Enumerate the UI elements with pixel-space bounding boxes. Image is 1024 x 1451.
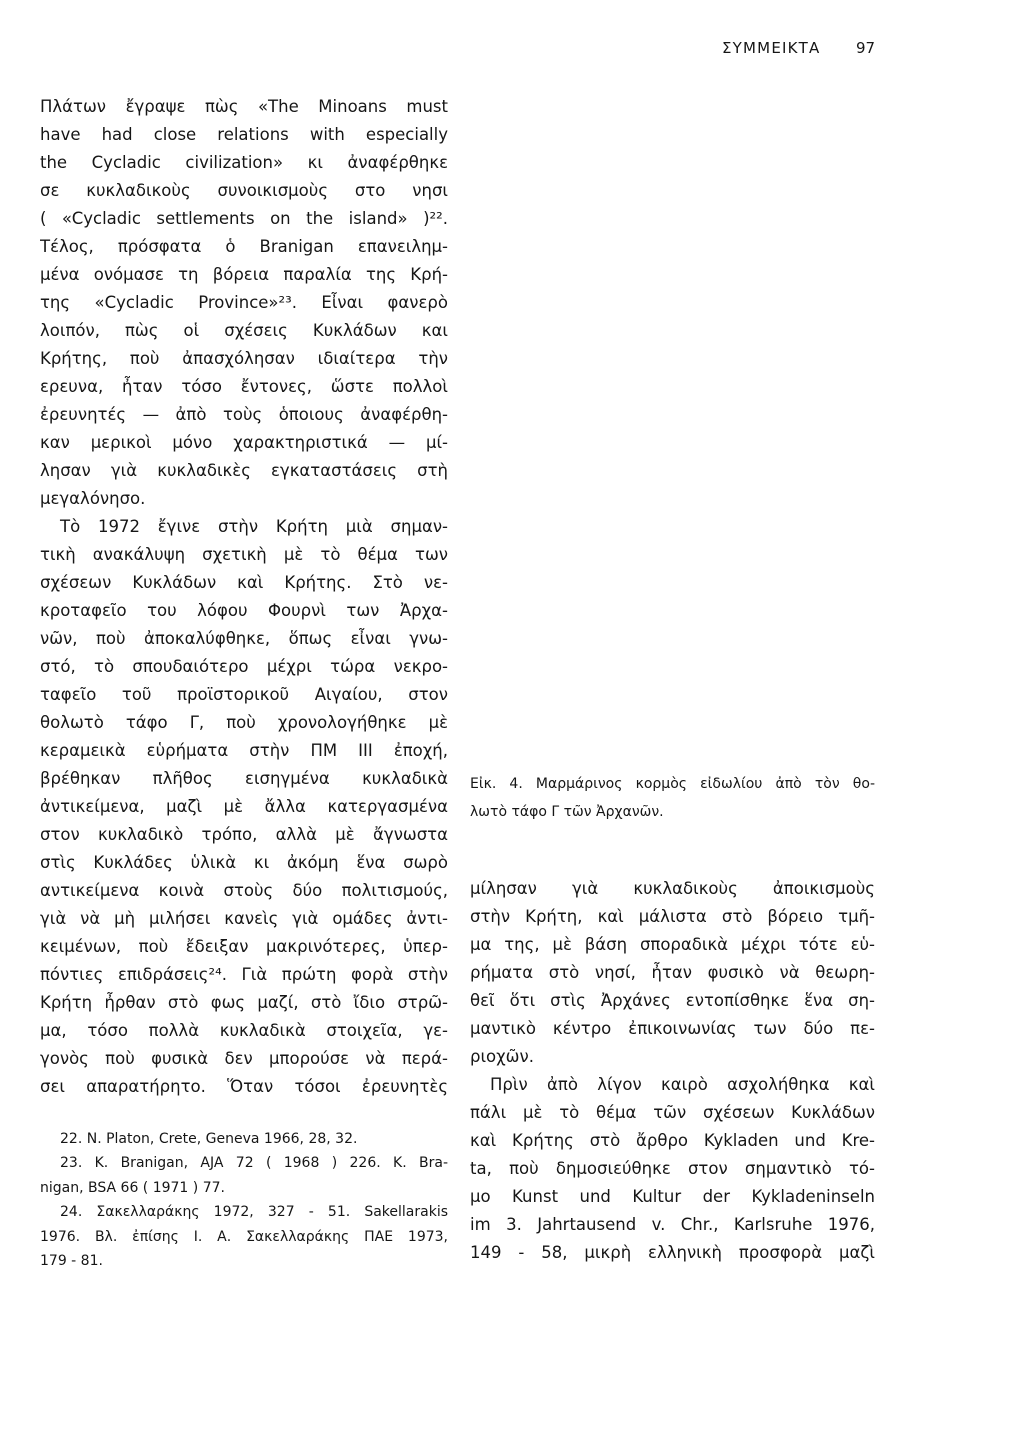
footnote-line: 24. Σακελλαράκης 1972, 327 - 51. Sakellarakis	[60, 1204, 448, 1221]
body-text-line: στον κυκλαδικὸ τρόπο, αλλὰ μὲ ἄγνωστα	[40, 825, 448, 844]
body-text-line: λησαν γιὰ κυκλαδικὲς εγκαταστάσεις στὴ	[40, 461, 448, 480]
body-text-line: σει απαρατήρητο. Ὅταν τόσοι ἐρευνητὲς	[40, 1077, 448, 1096]
body-text-line: κροταφεῖο του λόφου Φουρνὶ των Ἀρχα-	[40, 601, 448, 620]
body-text-line: σε κυκλαδικοὺς συνοικισμοὺς στο νησι	[40, 181, 448, 200]
body-text-line: Κρήτης, ποὺ ἀπασχόλησαν ιδιαίτερα τὴν	[40, 349, 448, 368]
body-text-line: πάλι μὲ τὸ θέμα τῶν σχέσεων Κυκλάδων	[470, 1103, 875, 1122]
body-text-line: μεγαλόνησο.	[40, 489, 146, 508]
body-text-line: μα, τόσο πολλὰ κυκλαδικὰ στοιχεῖα, γε-	[40, 1021, 448, 1040]
body-text-line: γιὰ νὰ μὴ μιλήσει κανεὶς γιὰ ομάδες ἀντι-	[40, 909, 448, 928]
body-text-line: Πλάτων ἔγραψε πὼς «The Minoans must	[40, 97, 448, 116]
body-text-line: ἀντικείμενα, μαζὶ μὲ ἄλλα κατεργασμένα	[40, 797, 448, 816]
figure-caption	[470, 770, 875, 826]
body-text-line: καὶ Κρήτης στὸ ἄρθρο Kykladen und Kre-	[470, 1131, 875, 1150]
body-text-line: 149 - 58, μικρὴ ελληνικὴ προσφορὰ μαζὶ	[470, 1243, 875, 1262]
body-text-line: Τὸ 1972 ἔγινε στὴν Κρήτη μιὰ σημαν-	[60, 517, 448, 536]
caption-line: Εἰκ. 4. Μαρμάρινος κορμὸς εἰδωλίου ἀπὸ τὸν θο-	[470, 776, 875, 792]
body-text-line: the Cycladic civilization» κι ἀναφέρθηκε	[40, 153, 448, 172]
body-text-line: Πρὶν ἀπὸ λίγον καιρὸ ασχολήθηκα καὶ	[490, 1075, 875, 1094]
footnote-line: nigan, BSA 66 ( 1971 ) 77.	[40, 1179, 225, 1196]
body-text-line: αντικείμενα κοινὰ στοὺς δύο πολιτισμούς,	[40, 881, 448, 900]
body-text-line: im 3. Jahrtausend v. Chr., Karlsruhe 1976,	[470, 1215, 875, 1234]
body-text-line: της «Cycladic Province»²³. Εἶναι φανερὸ	[40, 293, 448, 312]
body-text-line: ἐρευνητές — ἀπὸ τοὺς ὁποιους ἀναφέρθη-	[40, 405, 448, 424]
footnote-line: 23. K. Branigan, AJA 72 ( 1968 ) 226. K. Bra-	[60, 1155, 448, 1172]
body-text-line: ( «Cycladic settlements on the island» )²².	[40, 209, 448, 228]
body-text-line: σχέσεων Κυκλάδων καὶ Κρήτης. Στὸ νε-	[40, 573, 448, 592]
body-text-line: ta, ποὺ δημοσιεύθηκε στον σημαντικὸ τό-	[470, 1159, 875, 1178]
body-text-line: ταφεῖο τοῦ προϊστορικοῦ Αιγαίου, στον	[40, 685, 448, 704]
body-text-line: μα της, μὲ βάση σποραδικὰ μέχρι τότε εὑ-	[470, 935, 875, 954]
body-text-line: λοιπόν, πὼς οἱ σχέσεις Κυκλάδων και	[40, 321, 448, 340]
left-column	[40, 93, 448, 1101]
page-number: 97	[856, 39, 876, 57]
body-text-line: κεραμεικὰ εὑρήματα στὴν ΠΜ ΙΙΙ ἐποχή,	[40, 741, 448, 760]
body-text-line: ριοχῶν.	[470, 1047, 534, 1066]
body-text-line: θολωτὸ τάφο Γ, ποὺ χρονολογήθηκε μὲ	[40, 713, 448, 732]
footnote-line: 1976. Βλ. ἐπίσης Ι. Α. Σακελλαράκης ΠΑΕ 1973,	[40, 1228, 448, 1245]
body-text-line: Τέλος, πρόσφατα ὁ Branigan επανειλημ-	[40, 237, 448, 256]
caption-line: λωτὸ τάφο Γ τῶν Ἀρχανῶν.	[470, 804, 664, 820]
right-column	[470, 875, 875, 1267]
body-text-line: στὶς Κυκλάδες ὑλικὰ κι ἀκόμη ἕνα σωρὸ	[40, 853, 448, 872]
body-text-line: στό, τὸ σπουδαιότερο μέχρι τώρα νεκρο-	[40, 657, 448, 676]
body-text-line: καν μερικοὶ μόνο χαρακτηριστικά — μί-	[40, 433, 448, 452]
body-text-line: στὴν Κρήτη, καὶ μάλιστα στὸ βόρειο τμῆ-	[470, 907, 875, 926]
body-text-line: βρέθηκαν πλῆθος εισηγμένα κυκλαδικὰ	[40, 769, 448, 788]
body-text-line: have had close relations with especially	[40, 125, 448, 144]
body-text-line: Κρήτη ἦρθαν στὸ φως μαζί, στὸ ἴδιο στρῶ-	[40, 993, 448, 1012]
footnote-line: 179 - 81.	[40, 1252, 103, 1269]
body-text-line: ρήματα στὸ νησί, ἦταν φυσικὸ νὰ θεωρη-	[470, 963, 875, 982]
running-head: ΣΥΜΜΕΙΚΤΑ	[722, 39, 821, 57]
body-text-line: μο Kunst und Kultur der Kykladeninseln	[470, 1187, 875, 1206]
body-text-line: θεῖ ὅτι στὶς Ἀρχάνες εντοπίσθηκε ἕνα ση-	[470, 991, 875, 1010]
body-text-line: μένα ονόμασε τη βόρεια παραλία της Κρή-	[40, 265, 448, 284]
body-text-line: ερευνα, ἦταν τόσο ἔντονες, ὥστε πολλοὶ	[40, 377, 448, 396]
body-text-line: μίλησαν γιὰ κυκλαδικοὺς ἀποικισμοὺς	[470, 879, 875, 898]
body-text-line: γονὸς ποὺ φυσικὰ δεν μπορούσε νὰ περά-	[40, 1049, 448, 1068]
body-text-line: κειμένων, ποὺ ἔδειξαν μακρινότερες, ὑπερ-	[40, 937, 448, 956]
body-text-line: νῶν, ποὺ ἀποκαλύφθηκε, ὅπως εἶναι γνω-	[40, 629, 448, 648]
footnotes	[40, 1127, 448, 1273]
footnote-line: 22. N. Platon, Crete, Geneva 1966, 28, 32.	[60, 1131, 358, 1147]
body-text-line: μαντικὸ κέντρο ἐπικοινωνίας των δύο πε-	[470, 1019, 875, 1038]
body-text-line: πόντιες επιδράσεις²⁴. Γιὰ πρώτη φορὰ στὴν	[40, 965, 448, 984]
body-text-line: τικὴ ανακάλυψη σχετικὴ μὲ τὸ θέμα των	[40, 545, 448, 564]
